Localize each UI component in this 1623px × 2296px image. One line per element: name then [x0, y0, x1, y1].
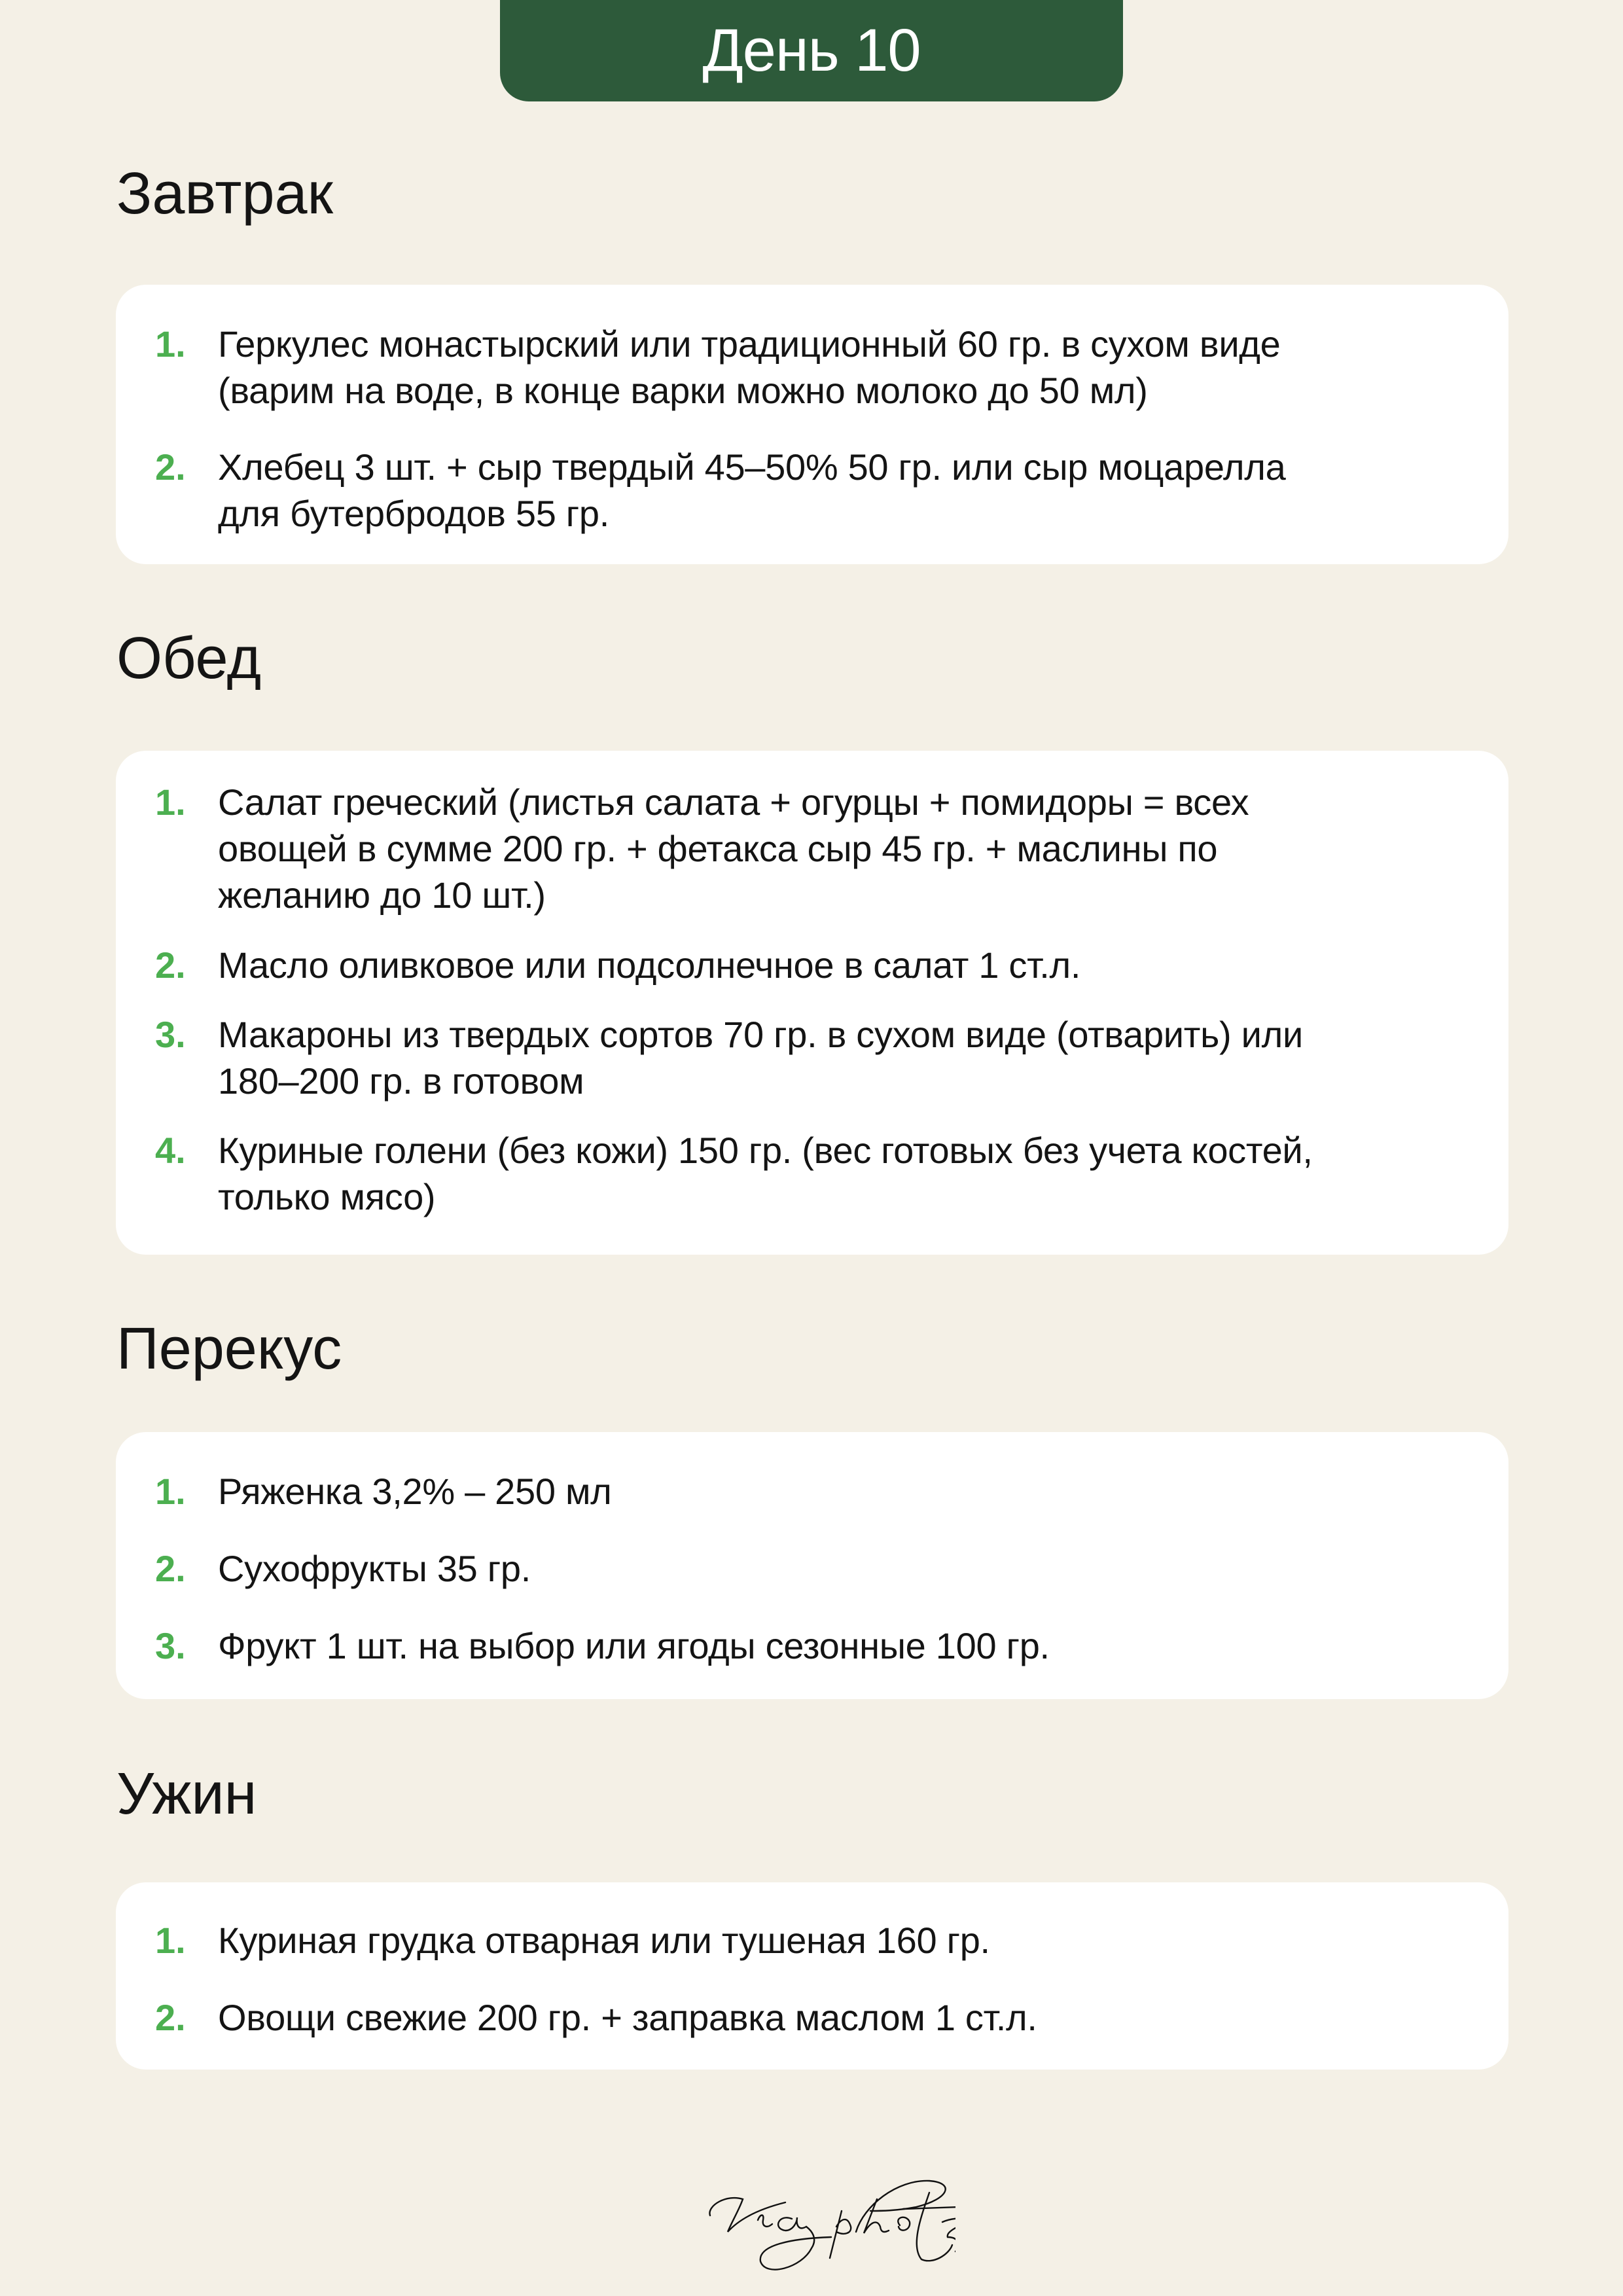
- item-number: 3.: [155, 1014, 186, 1055]
- signature-icon: [681, 2153, 955, 2271]
- list-item: [155, 1994, 1463, 2041]
- item-number: 2.: [155, 944, 186, 986]
- item-text: [218, 942, 1080, 988]
- item-number: 4.: [155, 1130, 186, 1171]
- list-item: [155, 1917, 1463, 1964]
- card-dinner: [116, 1882, 1508, 2070]
- day-badge: [500, 0, 1123, 101]
- list-item: [155, 1623, 1463, 1669]
- item-text-line: Салат греческий (листья салата + огурцы + помидоры = всех: [218, 781, 1249, 823]
- item-number: 2.: [155, 446, 186, 488]
- item-text: [218, 1545, 531, 1592]
- item-number: 3.: [155, 1625, 186, 1666]
- item-number: 1.: [155, 323, 186, 365]
- item-text: [218, 1468, 612, 1515]
- item-text: [218, 1917, 990, 1964]
- item-number: 1.: [155, 1920, 186, 1961]
- card-snack: [116, 1432, 1508, 1699]
- item-number: 1.: [155, 1471, 186, 1512]
- item-text-line: Фрукт 1 шт. на выбор или ягоды сезонные 100 гр.: [218, 1625, 1050, 1666]
- list-item: [155, 1545, 1463, 1592]
- item-number: 2.: [155, 1548, 186, 1589]
- item-text-line: Макароны из твердых сортов 70 гр. в сухом виде (отварить) или: [218, 1014, 1303, 1055]
- item-text-line: только мясо): [218, 1176, 436, 1217]
- item-text: [218, 1011, 1303, 1104]
- item-text: [218, 1994, 1037, 2041]
- item-text-line: Геркулес монастырский или традиционный 60 гр. в сухом виде: [218, 323, 1281, 365]
- item-text-line: Масло оливковое или подсолнечное в салат 1 ст.л.: [218, 944, 1081, 986]
- section-title-snack: Перекус: [116, 1316, 342, 1382]
- item-text: [218, 1127, 1313, 1220]
- item-text: [218, 1623, 1050, 1669]
- card-lunch: [116, 751, 1508, 1255]
- item-text: [218, 444, 1285, 537]
- day-title: День 10: [702, 17, 921, 84]
- list-item: [155, 1468, 1463, 1515]
- item-text-line: Куриные голени (без кожи) 150 гр. (вес готовых без учета костей,: [218, 1130, 1313, 1171]
- section-title-dinner: Ужин: [116, 1761, 257, 1827]
- list-item: [155, 779, 1463, 918]
- list-item: [155, 1011, 1463, 1104]
- item-text: [218, 779, 1249, 918]
- section-title-breakfast: Завтрак: [116, 161, 333, 226]
- item-number: 1.: [155, 781, 186, 823]
- list-item: [155, 1127, 1463, 1220]
- item-text-line: Овощи свежие 200 гр. + заправка маслом 1 ст.л.: [218, 1997, 1037, 2038]
- section-title-lunch: Обед: [116, 626, 262, 691]
- item-number: 2.: [155, 1997, 186, 2038]
- list-item: [155, 942, 1463, 988]
- item-text-line: желанию до 10 шт.): [218, 874, 546, 916]
- item-text-line: Сухофрукты 35 гр.: [218, 1548, 531, 1589]
- item-text-line: для бутербродов 55 гр.: [218, 493, 610, 534]
- card-breakfast: [116, 285, 1508, 564]
- item-text-line: 180–200 гр. в готовом: [218, 1060, 584, 1102]
- list-item: [155, 444, 1463, 537]
- item-text-line: Хлебец 3 шт. + сыр твердый 45–50% 50 гр. или сыр моцарелла: [218, 446, 1286, 488]
- item-text-line: Куриная грудка отварная или тушеная 160 гр.: [218, 1920, 990, 1961]
- item-text: [218, 321, 1281, 414]
- item-text-line: Ряженка 3,2% – 250 мл: [218, 1471, 612, 1512]
- list-item: [155, 321, 1463, 414]
- item-text-line: овощей в сумме 200 гр. + фетакса сыр 45 гр. + маслины по: [218, 828, 1218, 869]
- item-text-line: (варим на воде, в конце варки можно молоко до 50 мл): [218, 370, 1148, 411]
